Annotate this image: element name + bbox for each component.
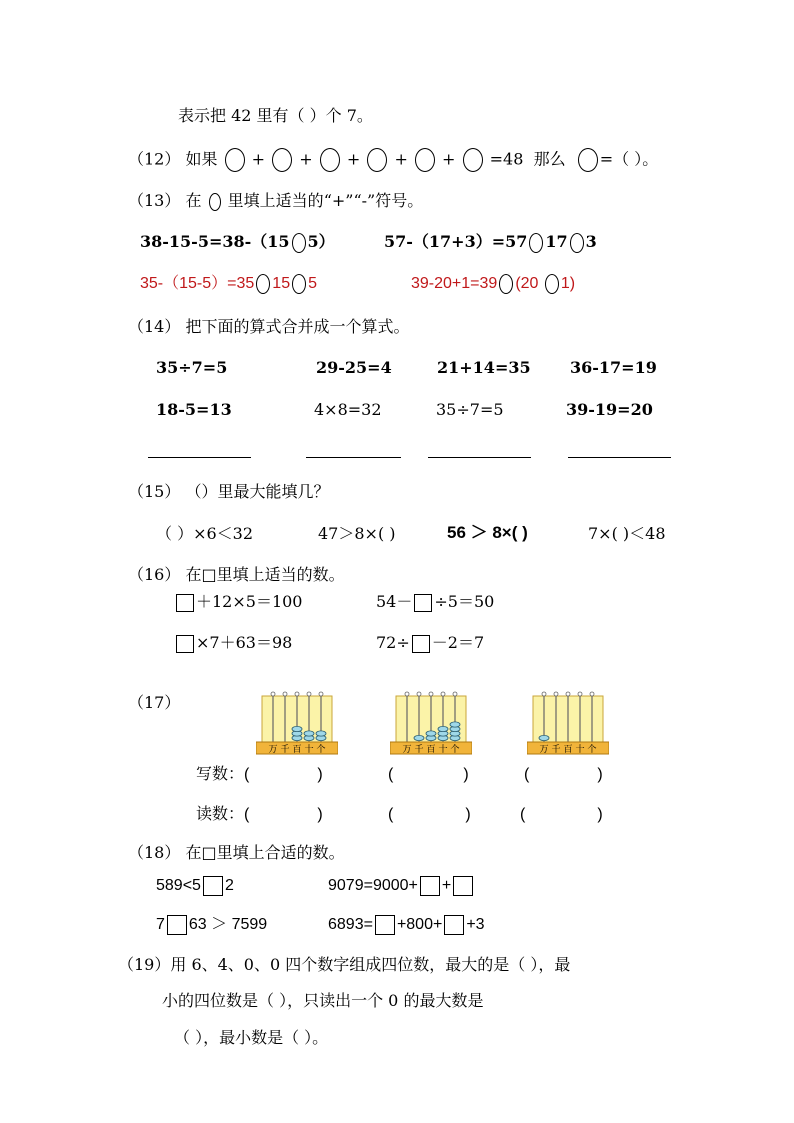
circle-blank[interactable] (499, 274, 513, 294)
place-label: 万 (402, 745, 412, 755)
paren-close: ) (317, 766, 323, 783)
square-blank[interactable] (420, 876, 440, 896)
q14-expr: 29-25=4 (316, 358, 392, 377)
q14-expr: 35÷7=5 (436, 400, 504, 419)
place-label: 十 (438, 745, 448, 755)
expr-text: －2＝7 (431, 633, 485, 652)
q18-expr-4 (328, 915, 485, 935)
q15-item: 7×( )＜48 (588, 524, 666, 543)
expr-text: 15 (272, 275, 291, 293)
answer-blank: =（ ）。 (599, 149, 659, 169)
expr-text: ×7＋63＝98 (196, 633, 293, 652)
abacus-2 (390, 690, 472, 756)
circle-blank[interactable] (570, 233, 584, 253)
plus-sign: + (394, 149, 408, 169)
answer-line[interactable] (428, 457, 531, 458)
paren-close: ) (317, 806, 323, 823)
circle-blank[interactable] (292, 274, 306, 294)
abacus-bead (426, 731, 436, 736)
rod-cap (295, 692, 299, 696)
q13-expr-3 (140, 274, 317, 294)
place-label: 十 (575, 745, 585, 755)
q18-expr-3 (156, 915, 267, 935)
write-blank-3[interactable] (524, 765, 603, 785)
q14-expr: 39-19=20 (566, 400, 653, 419)
expr-text: 57-（17+3）=57 (384, 232, 528, 251)
expr-text: 17 (545, 232, 568, 251)
q15-item: （ ）×6＜32 (156, 524, 254, 543)
square-blank[interactable] (453, 876, 473, 896)
expr-text: (20 (515, 275, 539, 293)
q12-line (128, 148, 658, 172)
plus-sign: + (251, 149, 266, 169)
read-blank-2[interactable] (388, 805, 471, 825)
q19-line-2: 小的四位数是（ ），只读出一个 0 的最大数是 (162, 991, 484, 1010)
then-word: 那么 (533, 149, 566, 169)
circle-blank-2[interactable] (272, 148, 292, 172)
expr-text: 589<5 (156, 877, 201, 895)
q13-expr-2 (384, 232, 597, 253)
q16-title (128, 565, 345, 585)
q14-text: 把下面的算式合并成一个算式。 (185, 317, 410, 336)
answer-line[interactable] (148, 457, 251, 458)
q19-line-3: （ ），最小数是（ ）。 (174, 1028, 329, 1047)
q12-number: （12） (128, 149, 181, 169)
abacus-bead (304, 731, 314, 736)
circle-blank[interactable] (529, 233, 543, 253)
read-label: 读数：( (196, 806, 250, 823)
expr-text: 39-20+1=39 (411, 275, 498, 293)
paren-open: ( (388, 806, 394, 823)
expr-text: 6893= (328, 916, 373, 934)
rod-cap (542, 692, 546, 696)
abacus-bead (316, 731, 326, 736)
paren-close: ) (465, 806, 471, 823)
q16-number: （16） (128, 565, 181, 584)
square-blank[interactable] (167, 915, 187, 935)
q13-expr-1 (140, 232, 335, 253)
q13-text-b: 里填上适当的 (227, 191, 324, 210)
equals-48: =48 (489, 149, 524, 169)
q14-expr: 35÷7=5 (156, 358, 228, 377)
read-blank-3[interactable] (520, 805, 603, 825)
rod-cap (578, 692, 582, 696)
read-label-1 (196, 805, 323, 825)
place-label: 万 (268, 745, 278, 755)
expr-text: 7 (156, 916, 165, 934)
q17-number: （17） (128, 693, 181, 712)
circle-blank-4[interactable] (367, 148, 387, 172)
rod-cap (441, 692, 445, 696)
square-blank[interactable] (203, 876, 223, 896)
rod-cap (307, 692, 311, 696)
q14-number: （14） (128, 317, 181, 336)
q15-item: 47＞8×( ) (318, 524, 396, 543)
q18-title (128, 843, 345, 863)
expr-text: 72÷ (376, 633, 410, 652)
expr-text: ＋12×5＝100 (196, 592, 303, 611)
rod-cap (590, 692, 594, 696)
q14-title (128, 317, 409, 337)
paren-close: ) (463, 766, 469, 783)
expr-text: 63 ＞ 7599 (188, 916, 268, 934)
expr-text: 35-（15-5）=35 (140, 275, 255, 293)
q16-expr-3 (174, 633, 292, 653)
circle-icon (209, 193, 221, 211)
square-blank[interactable] (176, 635, 194, 653)
place-label: 千 (551, 745, 561, 755)
q18-expr-1 (156, 876, 234, 896)
paren-close: ) (597, 806, 603, 823)
place-label: 个 (316, 745, 326, 755)
q15-text: （）里最大能填几？ (185, 482, 330, 501)
circle-blank-answer[interactable] (578, 148, 598, 172)
q16-expr-2 (376, 592, 494, 612)
place-label: 个 (587, 745, 597, 755)
abacus-bead (292, 726, 302, 731)
answer-line[interactable] (306, 457, 401, 458)
circle-blank[interactable] (545, 274, 559, 294)
paren-open: ( (388, 766, 394, 783)
rod-cap (566, 692, 570, 696)
abacus-bead (414, 735, 424, 740)
plus-sign: + (346, 149, 361, 169)
q14-expr: 21+14=35 (437, 358, 531, 377)
write-label-1 (196, 765, 323, 785)
q19-line-1: （19）用 6、4、0、0 四个数字组成四位数，最大的是（ ），最 (118, 955, 571, 974)
square-blank[interactable] (444, 915, 464, 935)
place-label: 百 (426, 745, 436, 755)
abacus-3 (527, 690, 609, 756)
expr-text: 5） (307, 232, 335, 251)
circle-blank[interactable] (292, 233, 306, 253)
abacus-bead (450, 722, 460, 727)
q14-expr: 4×8=32 (314, 400, 382, 419)
q12-if: 如果 (185, 149, 218, 169)
square-blank[interactable] (375, 915, 395, 935)
expr-text: ÷5＝50 (434, 592, 495, 611)
expr-text: 5 (308, 275, 317, 293)
abacus-1 (256, 690, 338, 756)
q18-number: （18） (128, 843, 181, 862)
q16-text: 在□里填上适当的数。 (185, 565, 345, 584)
plus-sign: + (442, 149, 456, 169)
rod-cap (283, 692, 287, 696)
q15-item: 56 ＞ 8×( ) (447, 523, 528, 542)
q14-expr: 18-5=13 (156, 400, 232, 419)
abacus-bead (539, 735, 549, 740)
rod-cap (319, 692, 323, 696)
q18-text: 在□里填上合适的数。 (185, 843, 345, 862)
circle-blank[interactable] (256, 274, 270, 294)
circle-blank-3[interactable] (320, 148, 340, 172)
rod-cap (417, 692, 421, 696)
abacus-bead (438, 726, 448, 731)
intro-line: 表示把 42 里有（ ）个 7。 (178, 106, 373, 125)
square-blank[interactable] (412, 635, 430, 653)
expr-text: 1) (560, 275, 576, 293)
circle-blank-6[interactable] (463, 148, 483, 172)
rod-cap (429, 692, 433, 696)
answer-line[interactable] (568, 457, 671, 458)
circle-blank-5[interactable] (415, 148, 435, 172)
place-label: 千 (414, 745, 424, 755)
place-label: 千 (280, 745, 290, 755)
place-label: 百 (563, 745, 573, 755)
q15-number: （15） (128, 482, 181, 501)
rod-cap (554, 692, 558, 696)
expr-text: 54－ (376, 592, 413, 611)
paren-open: ( (524, 766, 530, 783)
q18-expr-2 (328, 876, 475, 896)
square-blank[interactable] (176, 594, 194, 612)
place-label: 个 (450, 745, 460, 755)
rod-cap (405, 692, 409, 696)
q13-expr-4 (411, 274, 575, 294)
place-label: 十 (304, 745, 314, 755)
rod-cap (453, 692, 457, 696)
paren-close: ) (597, 766, 603, 783)
expr-text: + (441, 877, 452, 895)
q16-expr-1 (174, 592, 303, 612)
write-blank-2[interactable] (388, 765, 469, 785)
expr-text: 2 (224, 877, 234, 895)
expr-text: 3 (585, 232, 597, 251)
expr-text: 9079=9000+ (328, 877, 418, 895)
q13-text-a: 在 (185, 191, 202, 210)
paren-open: ( (520, 806, 526, 823)
square-blank[interactable] (414, 594, 432, 612)
plus-sign: + (299, 149, 313, 169)
q16-expr-4 (376, 633, 484, 653)
place-label: 万 (539, 745, 549, 755)
rod-cap (271, 692, 275, 696)
q15-title (128, 482, 329, 502)
expr-text: 38-15-5=38-（15 (140, 232, 290, 251)
expr-text: +3 (466, 916, 485, 934)
expr-text: +800+ (396, 916, 443, 934)
q14-expr: 36-17=19 (570, 358, 657, 377)
q13-symbols: “+”“-”符号。 (323, 191, 424, 210)
q13-number: （13） (128, 191, 181, 210)
place-label: 百 (292, 745, 302, 755)
q13-title (128, 191, 423, 211)
write-label: 写数：( (196, 766, 250, 783)
circle-blank-1[interactable] (225, 148, 245, 172)
